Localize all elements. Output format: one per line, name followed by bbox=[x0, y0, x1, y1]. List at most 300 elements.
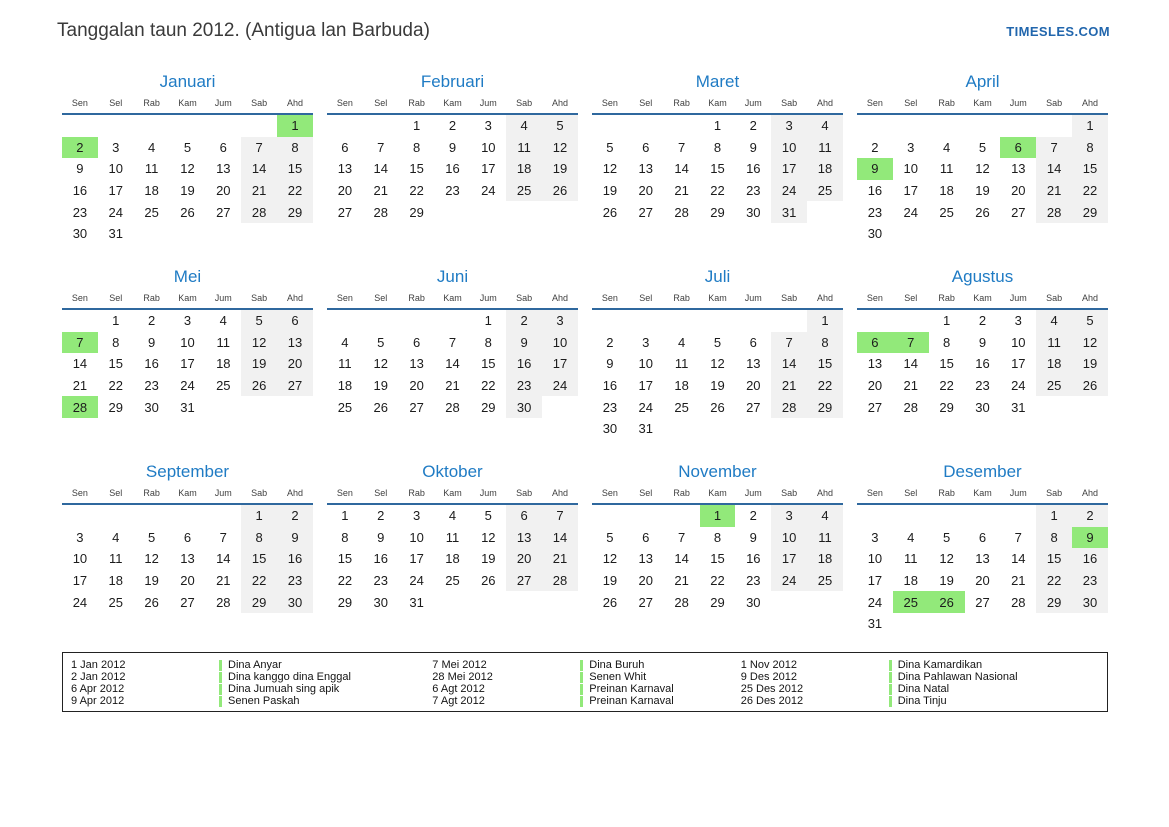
day-cell bbox=[807, 201, 843, 223]
day-cell: 11 bbox=[216, 334, 231, 350]
day-cell: 6 bbox=[978, 529, 987, 545]
day-cell bbox=[893, 223, 929, 245]
day-cell bbox=[965, 504, 1001, 527]
month-calendar bbox=[62, 462, 313, 640]
holiday-day-cell: 7 bbox=[62, 332, 98, 354]
weekend-day-cell: 15 bbox=[277, 158, 313, 180]
day-cell: 3 bbox=[1014, 313, 1022, 329]
month-table bbox=[62, 96, 313, 245]
day-cell bbox=[592, 114, 628, 137]
day-cell: 25 bbox=[939, 204, 954, 220]
month-title: Mei bbox=[173, 267, 202, 286]
month-calendar bbox=[592, 267, 843, 445]
holiday-marker-icon bbox=[889, 696, 892, 707]
weekend-day-cell: 22 bbox=[277, 180, 313, 202]
weekend-day-cell: 13 bbox=[277, 332, 313, 354]
day-header: Sel bbox=[628, 291, 664, 309]
day-cell: 21 bbox=[373, 183, 388, 199]
weekend-day-cell: 19 bbox=[241, 353, 277, 375]
day-cell: 28 bbox=[445, 399, 460, 415]
day-cell: 12 bbox=[373, 356, 388, 372]
day-cell: 21 bbox=[445, 378, 460, 394]
holiday-day-cell: 2 bbox=[62, 137, 98, 159]
day-cell bbox=[205, 223, 241, 245]
day-cell: 18 bbox=[216, 356, 231, 372]
day-cell: 9 bbox=[76, 161, 84, 177]
legend-column bbox=[741, 659, 1099, 705]
day-cell bbox=[893, 309, 929, 332]
weekend-day-cell: 28 bbox=[241, 201, 277, 223]
legend-date: 9 Des 2012 bbox=[740, 671, 797, 683]
day-header: Sel bbox=[98, 96, 134, 114]
day-cell: 19 bbox=[373, 378, 388, 394]
day-cell: 21 bbox=[674, 183, 689, 199]
month-title: Oktober bbox=[422, 462, 483, 481]
day-cell: 10 bbox=[903, 161, 918, 177]
day-cell bbox=[277, 396, 313, 418]
day-cell bbox=[807, 591, 843, 613]
day-cell: 10 bbox=[409, 529, 424, 545]
month-calendar bbox=[62, 72, 313, 250]
month-table bbox=[857, 291, 1108, 418]
day-cell: 28 bbox=[216, 594, 231, 610]
day-cell: 12 bbox=[710, 356, 725, 372]
month-table bbox=[327, 291, 578, 418]
day-cell: 14 bbox=[72, 356, 88, 372]
day-cell: 2 bbox=[448, 118, 457, 134]
holiday-marker-icon bbox=[889, 684, 892, 695]
weekend-day-cell: 27 bbox=[506, 570, 542, 592]
weekend-day-cell: 5 bbox=[241, 309, 277, 332]
day-cell: 3 bbox=[907, 139, 915, 155]
month-title: November bbox=[678, 462, 757, 481]
weekend-day-cell: 9 bbox=[277, 527, 313, 549]
day-cell: 9 bbox=[606, 356, 614, 372]
day-header: Sen bbox=[327, 96, 363, 114]
month-table bbox=[592, 486, 843, 613]
day-header: Sen bbox=[857, 486, 893, 504]
day-cell: 29 bbox=[108, 399, 123, 415]
day-cell: 12 bbox=[144, 551, 159, 567]
day-header: Sel bbox=[363, 96, 399, 114]
day-cell bbox=[664, 114, 700, 137]
day-cell bbox=[771, 591, 807, 613]
day-cell: 4 bbox=[448, 508, 457, 524]
day-cell: 11 bbox=[904, 551, 918, 567]
day-cell: 13 bbox=[409, 356, 424, 372]
day-header: Sen bbox=[62, 486, 98, 504]
legend-holiday-name: Dina Jumuah sing apik bbox=[228, 683, 340, 695]
holiday-marker-icon bbox=[219, 684, 222, 695]
legend-date: 1 Jan 2012 bbox=[71, 659, 126, 671]
day-cell: 8 bbox=[412, 139, 421, 155]
weekend-day-cell: 8 bbox=[807, 332, 843, 354]
weekend-day-cell: 21 bbox=[241, 180, 277, 202]
weekend-day-cell: 14 bbox=[542, 527, 578, 549]
weekend-day-cell: 30 bbox=[506, 396, 542, 418]
weekend-day-cell: 22 bbox=[1072, 180, 1108, 202]
day-cell: 8 bbox=[484, 334, 492, 350]
weekend-day-cell: 29 bbox=[241, 591, 277, 613]
day-cell: 27 bbox=[337, 204, 353, 220]
weekend-day-cell: 12 bbox=[1072, 332, 1108, 354]
day-cell: 20 bbox=[975, 573, 990, 589]
weekend-day-cell: 7 bbox=[1036, 137, 1072, 159]
legend-row bbox=[432, 671, 740, 683]
day-cell: 9 bbox=[147, 334, 156, 350]
weekend-day-cell: 18 bbox=[807, 158, 843, 180]
legend-row bbox=[71, 683, 432, 695]
page-title: Tanggalan taun 2012. (Antigua lan Barbuda) bbox=[57, 20, 430, 41]
day-cell: 15 bbox=[481, 356, 496, 372]
day-header: Ahd bbox=[542, 291, 578, 309]
month-title: Juni bbox=[436, 267, 469, 286]
month-table bbox=[592, 96, 843, 223]
day-cell: 23 bbox=[72, 204, 88, 220]
weekend-day-cell: 15 bbox=[807, 353, 843, 375]
day-cell bbox=[1000, 504, 1036, 527]
day-cell: 2 bbox=[749, 118, 757, 134]
day-cell: 9 bbox=[749, 529, 757, 545]
weekend-day-cell: 30 bbox=[277, 591, 313, 613]
legend-row bbox=[741, 695, 1099, 707]
day-cell: 5 bbox=[183, 139, 192, 155]
weekend-day-cell: 28 bbox=[1036, 201, 1072, 223]
day-header: Jum bbox=[1000, 486, 1036, 504]
weekend-day-cell: 25 bbox=[807, 570, 843, 592]
day-header: Sen bbox=[592, 291, 628, 309]
weekend-day-cell: 8 bbox=[277, 137, 313, 159]
day-header: Ahd bbox=[277, 486, 313, 504]
day-cell bbox=[1036, 114, 1072, 137]
day-header: Jum bbox=[1000, 291, 1036, 309]
day-cell bbox=[435, 201, 471, 223]
day-cell: 6 bbox=[341, 139, 349, 155]
legend-row bbox=[741, 683, 1099, 695]
day-cell bbox=[1000, 114, 1036, 137]
day-cell: 18 bbox=[903, 573, 918, 589]
day-cell bbox=[965, 613, 1001, 635]
day-cell: 5 bbox=[147, 529, 156, 545]
day-cell bbox=[1036, 223, 1072, 245]
day-cell: 13 bbox=[867, 356, 883, 372]
day-header: Kam bbox=[170, 486, 206, 504]
day-cell: 20 bbox=[1011, 183, 1026, 199]
day-cell: 5 bbox=[484, 508, 492, 524]
legend-holiday-name: Preinan Karnaval bbox=[589, 683, 674, 695]
weekend-day-cell: 16 bbox=[1072, 548, 1108, 570]
legend-date: 2 Jan 2012 bbox=[71, 671, 126, 683]
weekend-day-cell: 21 bbox=[771, 375, 807, 397]
day-cell: 4 bbox=[942, 139, 951, 155]
day-cell: 9 bbox=[978, 334, 987, 350]
day-header: Sab bbox=[241, 96, 277, 114]
day-cell: 12 bbox=[602, 161, 618, 177]
day-cell: 26 bbox=[180, 204, 195, 220]
day-cell: 10 bbox=[72, 551, 88, 567]
holiday-day-cell: 9 bbox=[1072, 527, 1108, 549]
weekend-day-cell: 17 bbox=[542, 353, 578, 375]
weekend-day-cell: 19 bbox=[542, 158, 578, 180]
day-cell: 6 bbox=[642, 139, 650, 155]
day-cell: 15 bbox=[710, 161, 725, 177]
month-calendar bbox=[327, 462, 578, 640]
weekend-day-cell: 13 bbox=[506, 527, 542, 549]
day-cell: 13 bbox=[216, 161, 231, 177]
weekend-day-cell: 25 bbox=[807, 180, 843, 202]
day-cell: 30 bbox=[144, 399, 159, 415]
day-cell bbox=[1000, 223, 1036, 245]
holiday-day-cell: 9 bbox=[857, 158, 893, 180]
day-cell bbox=[542, 396, 578, 418]
day-cell: 19 bbox=[602, 183, 618, 199]
months-grid bbox=[62, 72, 1108, 640]
day-cell: 5 bbox=[606, 139, 614, 155]
day-cell: 14 bbox=[903, 356, 918, 372]
day-header: Ahd bbox=[542, 486, 578, 504]
day-cell bbox=[1072, 613, 1108, 635]
weekend-day-cell: 14 bbox=[241, 158, 277, 180]
weekend-day-cell: 15 bbox=[1036, 548, 1072, 570]
day-cell: 31 bbox=[180, 399, 195, 415]
day-header: Jum bbox=[1000, 96, 1036, 114]
day-cell: 20 bbox=[409, 378, 424, 394]
day-cell: 29 bbox=[710, 594, 725, 610]
day-cell: 23 bbox=[746, 573, 761, 589]
day-header: Jum bbox=[205, 96, 241, 114]
day-cell bbox=[929, 114, 965, 137]
day-cell: 26 bbox=[481, 573, 496, 589]
legend-column bbox=[71, 659, 432, 705]
month-table bbox=[327, 486, 578, 613]
day-cell bbox=[435, 591, 471, 613]
day-header: Sel bbox=[893, 486, 929, 504]
legend-date: 9 Apr 2012 bbox=[71, 695, 125, 707]
day-cell: 10 bbox=[180, 334, 195, 350]
legend-date: 6 Apr 2012 bbox=[71, 683, 125, 695]
legend-row bbox=[71, 659, 432, 671]
day-cell: 30 bbox=[867, 226, 883, 242]
day-cell: 14 bbox=[674, 551, 689, 567]
day-cell: 18 bbox=[939, 183, 954, 199]
day-cell: 1 bbox=[713, 118, 722, 134]
day-cell: 28 bbox=[674, 594, 689, 610]
day-cell bbox=[363, 114, 399, 137]
day-header: Sab bbox=[771, 486, 807, 504]
legend-row bbox=[71, 671, 432, 683]
day-cell: 14 bbox=[373, 161, 388, 177]
day-cell: 17 bbox=[72, 573, 88, 589]
day-cell: 1 bbox=[112, 313, 120, 329]
day-header: Jum bbox=[735, 291, 771, 309]
holiday-marker-icon bbox=[580, 660, 583, 671]
day-cell: 24 bbox=[867, 594, 883, 610]
weekend-day-cell: 22 bbox=[241, 570, 277, 592]
day-cell: 3 bbox=[183, 313, 192, 329]
day-cell: 4 bbox=[907, 529, 915, 545]
day-header: Ahd bbox=[1072, 291, 1108, 309]
day-cell: 22 bbox=[409, 183, 424, 199]
brand-link[interactable]: TIMESLES.COM bbox=[1006, 24, 1110, 39]
day-header: Jum bbox=[205, 291, 241, 309]
day-cell: 1 bbox=[341, 508, 349, 524]
day-cell bbox=[628, 504, 664, 527]
day-cell: 10 bbox=[481, 139, 496, 155]
legend-holiday-name: Preinan Karnaval bbox=[589, 695, 674, 707]
day-cell: 15 bbox=[337, 551, 353, 567]
day-cell bbox=[965, 223, 1001, 245]
day-header: Sab bbox=[241, 291, 277, 309]
legend-date: 7 Mei 2012 bbox=[432, 659, 487, 671]
legend-holiday-name: Dina Buruh bbox=[589, 659, 645, 671]
day-cell bbox=[628, 114, 664, 137]
weekend-day-cell: 23 bbox=[277, 570, 313, 592]
day-cell bbox=[929, 223, 965, 245]
day-cell: 20 bbox=[337, 183, 353, 199]
day-cell: 14 bbox=[674, 161, 689, 177]
day-cell bbox=[1036, 396, 1072, 418]
holiday-marker-icon bbox=[219, 696, 222, 707]
day-header: Rab bbox=[664, 291, 700, 309]
day-header: Jum bbox=[470, 96, 506, 114]
day-cell: 20 bbox=[216, 183, 231, 199]
day-cell: 12 bbox=[939, 551, 954, 567]
day-cell: 26 bbox=[602, 204, 618, 220]
month-table bbox=[857, 96, 1108, 245]
day-cell: 7 bbox=[677, 139, 686, 155]
weekend-day-cell: 12 bbox=[542, 137, 578, 159]
day-cell: 26 bbox=[144, 594, 159, 610]
day-cell: 27 bbox=[867, 399, 883, 415]
day-header: Sel bbox=[893, 291, 929, 309]
month-title: Juli bbox=[704, 267, 731, 286]
legend-date: 25 Des 2012 bbox=[740, 683, 804, 695]
day-cell: 23 bbox=[975, 378, 990, 394]
weekend-day-cell: 7 bbox=[542, 504, 578, 527]
day-cell: 16 bbox=[602, 378, 618, 394]
holiday-day-cell: 7 bbox=[893, 332, 929, 354]
day-header: Sel bbox=[98, 291, 134, 309]
day-cell: 13 bbox=[180, 551, 195, 567]
day-cell: 7 bbox=[377, 139, 385, 155]
day-header: Sab bbox=[1036, 486, 1072, 504]
day-header: Ahd bbox=[807, 96, 843, 114]
day-cell: 27 bbox=[638, 204, 653, 220]
day-cell: 11 bbox=[674, 356, 689, 372]
day-cell bbox=[857, 309, 893, 332]
day-cell: 24 bbox=[409, 573, 424, 589]
day-header: Rab bbox=[929, 96, 965, 114]
month-calendar bbox=[327, 267, 578, 445]
month-title: Agustus bbox=[951, 267, 1014, 286]
day-cell: 25 bbox=[216, 378, 231, 394]
day-header: Rab bbox=[929, 291, 965, 309]
day-cell: 9 bbox=[749, 139, 757, 155]
day-cell bbox=[893, 114, 929, 137]
day-header: Jum bbox=[735, 486, 771, 504]
day-cell: 17 bbox=[180, 356, 195, 372]
legend-row bbox=[432, 695, 740, 707]
holiday-legend bbox=[62, 652, 1108, 712]
day-cell: 2 bbox=[147, 313, 156, 329]
day-header: Sel bbox=[98, 486, 134, 504]
weekend-day-cell: 3 bbox=[542, 309, 578, 332]
day-cell: 18 bbox=[144, 183, 159, 199]
day-cell: 21 bbox=[72, 378, 88, 394]
day-cell bbox=[98, 114, 134, 137]
day-cell: 2 bbox=[871, 139, 879, 155]
day-header: Ahd bbox=[1072, 486, 1108, 504]
day-cell bbox=[628, 309, 664, 332]
weekend-day-cell: 18 bbox=[807, 548, 843, 570]
day-header: Rab bbox=[399, 291, 435, 309]
month-calendar bbox=[592, 72, 843, 250]
day-cell: 19 bbox=[939, 573, 954, 589]
day-cell bbox=[664, 418, 700, 440]
day-cell: 15 bbox=[939, 356, 954, 372]
day-cell: 17 bbox=[1011, 356, 1026, 372]
day-cell: 24 bbox=[903, 204, 918, 220]
day-cell: 11 bbox=[144, 161, 159, 177]
day-cell bbox=[363, 309, 399, 332]
day-cell: 10 bbox=[638, 356, 653, 372]
day-cell: 29 bbox=[337, 594, 353, 610]
day-header: Kam bbox=[700, 291, 736, 309]
weekend-day-cell: 16 bbox=[506, 353, 542, 375]
day-cell: 7 bbox=[219, 529, 227, 545]
weekend-day-cell: 11 bbox=[1036, 332, 1072, 354]
legend-row bbox=[71, 695, 432, 707]
day-cell: 2 bbox=[978, 313, 987, 329]
day-cell: 7 bbox=[677, 529, 686, 545]
day-cell: 8 bbox=[713, 139, 722, 155]
day-cell: 15 bbox=[108, 356, 123, 372]
day-header: Ahd bbox=[807, 291, 843, 309]
day-cell: 14 bbox=[445, 356, 460, 372]
day-cell bbox=[893, 504, 929, 527]
day-cell: 13 bbox=[638, 551, 653, 567]
day-cell: 31 bbox=[867, 616, 883, 632]
day-cell: 23 bbox=[373, 573, 388, 589]
day-cell: 18 bbox=[108, 573, 123, 589]
weekend-day-cell: 27 bbox=[277, 375, 313, 397]
day-cell: 19 bbox=[602, 573, 618, 589]
month-title: Februari bbox=[420, 72, 485, 91]
day-cell: 28 bbox=[1011, 594, 1026, 610]
month-table bbox=[857, 486, 1108, 635]
day-header: Sen bbox=[327, 291, 363, 309]
day-header: Sen bbox=[62, 291, 98, 309]
month-title: Januari bbox=[159, 72, 216, 91]
day-cell: 17 bbox=[409, 551, 424, 567]
day-cell bbox=[205, 114, 241, 137]
day-header: Rab bbox=[134, 486, 170, 504]
day-header: Kam bbox=[965, 291, 1001, 309]
day-cell: 16 bbox=[867, 183, 883, 199]
day-cell: 16 bbox=[975, 356, 990, 372]
day-cell: 4 bbox=[219, 313, 227, 329]
day-cell bbox=[1072, 396, 1108, 418]
day-cell: 17 bbox=[481, 161, 496, 177]
day-cell bbox=[1036, 613, 1072, 635]
day-cell: 7 bbox=[448, 334, 457, 350]
weekend-day-cell: 17 bbox=[771, 548, 807, 570]
day-cell bbox=[170, 223, 206, 245]
day-header: Rab bbox=[664, 486, 700, 504]
holiday-day-cell: 26 bbox=[929, 591, 965, 613]
day-cell: 22 bbox=[108, 378, 123, 394]
day-cell bbox=[592, 309, 628, 332]
